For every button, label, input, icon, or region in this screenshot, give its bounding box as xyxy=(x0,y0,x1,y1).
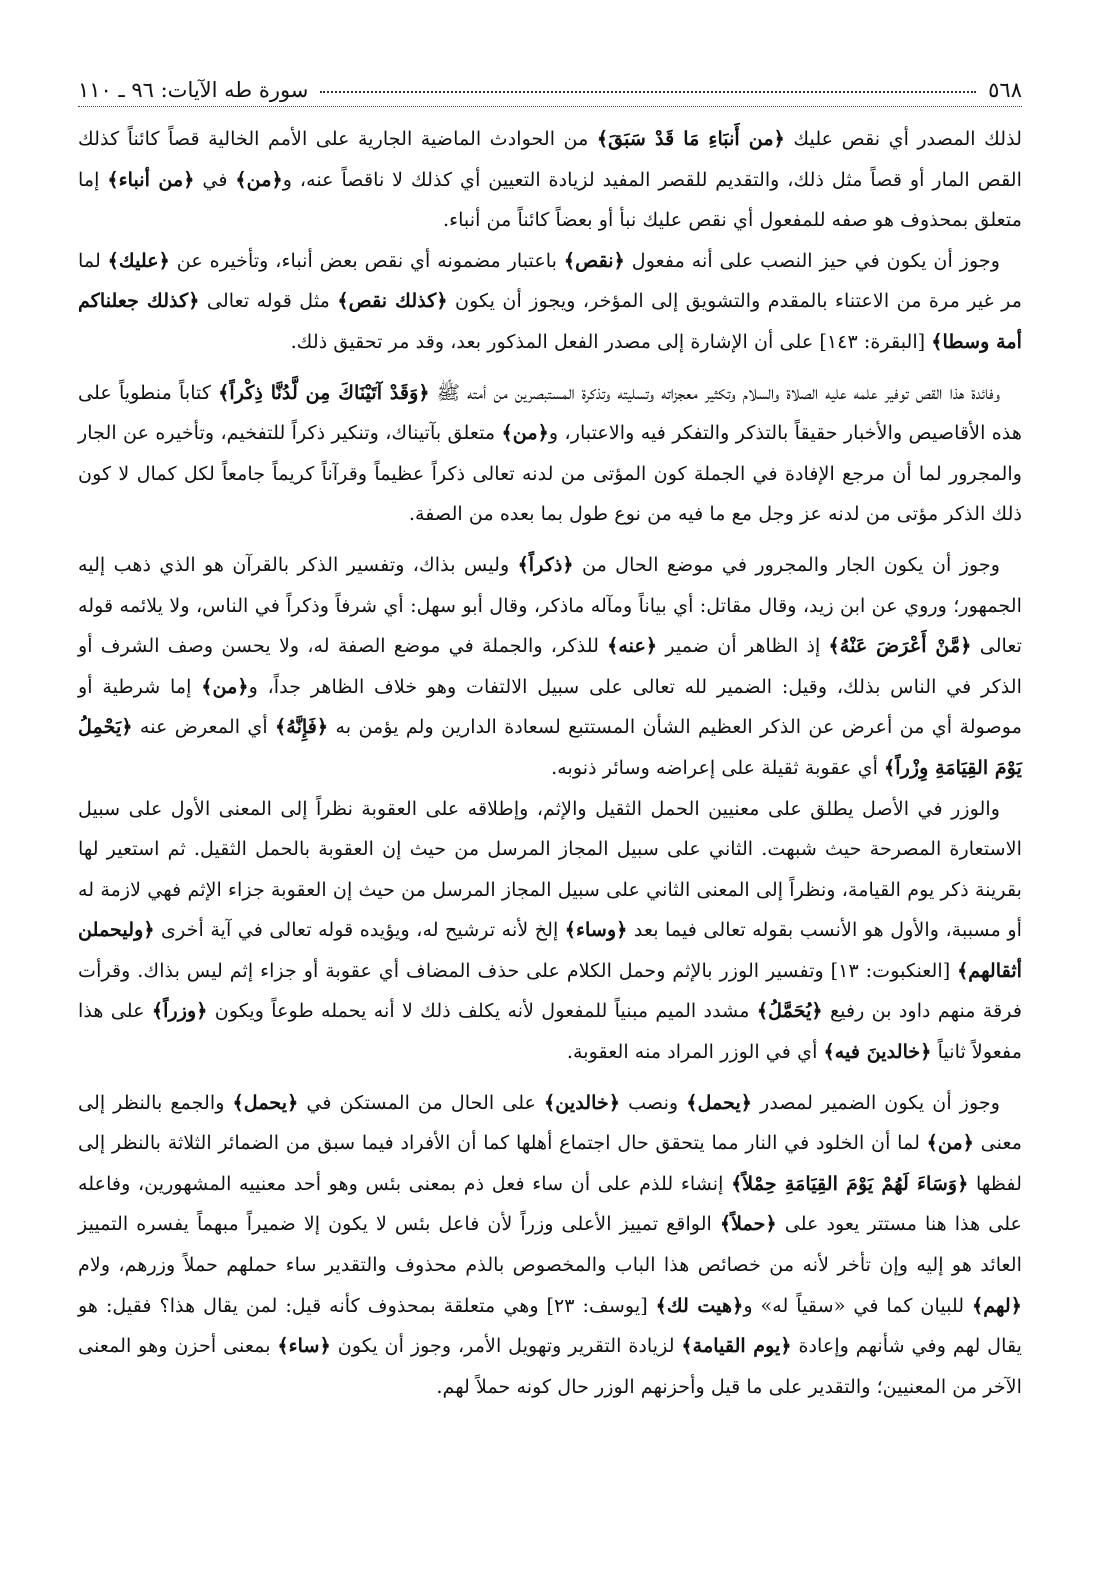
text-run: مشدد الميم مبنياً للمفعول لأنه يكلف ذلك لا أنه يحمله طوعاً ويكون xyxy=(207,999,757,1023)
text-run: إذ الظاهر أن ضمير xyxy=(657,634,829,658)
text-run: بمعنى أحزن وهو المعنى الآخر من المعنيين؛ والتقدير على ما قيل وأحزنهم الوزر حال كونه حملاً لهم. xyxy=(78,1334,1022,1398)
text-run: مثل قوله تعالى xyxy=(199,289,338,313)
text-run: من الحوادث الماضية الجارية على الأمم الخالية قصاً كائناً كذلك القص المار أو قصاً مثل ذلك، والتقديم للقصر المفيد لزيادة التعيين أي كذلك لا ناقصاً عنه، و xyxy=(78,127,1022,191)
text-run: إما متعلق بمحذوف هو صفه للمفعول أي نقص عليك نبأ أو بعضاً كائناً من أنباء. xyxy=(78,167,1022,232)
quoted-verse: ﴿من﴾ xyxy=(201,674,249,698)
text-run: وجوز أن يكون الضمير لمصدر xyxy=(752,1090,1000,1114)
paragraph xyxy=(78,1083,1022,1408)
text-run: متعلق بآتيناك، وتنكير ذكراً للتفخيم، وتأخيره عن الجار والمجرور لما أن مرجع الإفادة في الجملة كون المؤتى من لدنه تعالى ذكراً عظيماً وقرآناً كريماً جامعاً لكل كمال لا كون ذلك الذكر مؤتى من لدنه عز وجل مع ما فيه من نوع طول بما بعده من الصفة. xyxy=(78,421,1022,526)
text-run: لذلك المصدر أي نقص عليك xyxy=(784,127,1023,150)
quoted-verse: ﴿يوم القيامة﴾ xyxy=(681,1334,792,1358)
text-run: إنشاء للذم على أن ساء فعل ذم بمعنى بئس وهو أحد معنييه المشهورين، وفاعله على هذا هنا مستتر يعود على xyxy=(78,1171,1022,1236)
quoted-verse: ﴿كذلك جعلناكم أمة وسطا﴾ xyxy=(78,289,1022,353)
text-run: [العنكبوت: ١٣] وتفسير الوزر بالإثم وحمل الكلام على حذف المضاف أي عقوبة أو جزاء إثم ليس بذاك. وقرأت فرقة منهم داود بن رفيع xyxy=(78,958,1023,1023)
quoted-verse: ﴿لهم﴾ xyxy=(972,1293,1022,1317)
header-dotted-leader xyxy=(320,91,976,93)
quoted-verse: ﴿من أَنبَاءِ مَا قَدْ سَبَقَ﴾ xyxy=(596,127,785,150)
quoted-verse: ﴿خالدين﴾ xyxy=(544,1090,621,1114)
quoted-verse: ﴿من﴾ xyxy=(501,421,549,445)
quoted-verse: ﴿يحمل﴾ xyxy=(686,1090,753,1114)
text-run: وليس بذاك، وتفسير الذكر بالقرآن هو الذي ذهب إليه الجمهور؛ وروي عن ابن زيد، وقال مقاتل: أي بياناً ومآله ماذكر، وقال أبو سهل: أي شرفاً وذكراً في الناس، ولا يلائمه قوله تعالى xyxy=(78,552,1022,658)
text-run: أي المعرض عنه xyxy=(132,715,276,739)
paragraph xyxy=(78,545,1022,789)
quoted-verse: ﴿هيت لك﴾ xyxy=(655,1293,744,1317)
text-run: لما أن الخلود في النار مما يتحقق حال اجتماع أهلها كما أن الأفراد فيما سبق من الضمائر الثلاثة بالنظر إلى لفظها xyxy=(78,1131,1022,1195)
quoted-verse: ﴿وَسَاءَ لَهُمْ يَوْمَ القِيَامَةِ حِمْلاً﴾ xyxy=(731,1171,969,1195)
text-run: للذكر، والجملة في موضع الصفة له، ولا يحسن وصف الشرف أو الذكر في الناس بذلك، وقيل: الضمير لله تعالى على سبيل الالتفات وهو خلاف الظاهر جداً، و xyxy=(78,634,1022,698)
text-run: الواقع تمييز الأعلى وزراً لأن فاعل بئس لا يكون إلا ضميراً مبهماً يفسره التمييز العائد هو إليه وإن تأخر لأنه من خصائص هذا الباب والمخصوص بالذم محذوف والتقدير ساء حملهم حملاً وزرهم، ولام xyxy=(78,1212,1022,1277)
quoted-verse: ﴿وزراً﴾ xyxy=(151,999,208,1023)
text-run: وجوز أن يكون الجار والمجرور في موضع الحال من xyxy=(573,552,1000,576)
text-run: أي عقوبة ثقيلة على إعراضه وسائر ذنوبه. xyxy=(551,755,885,779)
text-run: للبيان كما في «سقياً له» و xyxy=(743,1293,973,1317)
quoted-verse: ﴿خالدينَ فيه﴾ xyxy=(823,1040,932,1064)
quoted-verse: ﴿يَحْمِلُ يَوْمَ القِيَامَةِ وِزْراً﴾ xyxy=(78,715,1022,779)
quoted-verse: ﴿فَإِنَّهُ﴾ xyxy=(275,715,329,739)
quoted-verse: ﴿من﴾ xyxy=(926,1131,974,1155)
quoted-verse: ﴿وليحملن أثقالهم﴾ xyxy=(78,918,1022,982)
quoted-verse: ﴿من أنباء﴾ xyxy=(107,167,195,191)
text-run: وفائدة هذا القص توفير علمه عليه الصلاة والسلام وتكثير معجزاته وتسليته وتذكرة المستبصرين من أمته ﷺ xyxy=(429,380,1000,404)
text-run: في xyxy=(194,167,236,191)
text-run: أي في الوزر المراد منه العقوبة. xyxy=(566,1040,824,1064)
running-title: سورة طه الآيات: ٩٦ ـ ١١٠ xyxy=(78,78,309,102)
quoted-verse: ﴿من﴾ xyxy=(235,167,283,191)
quoted-verse: ﴿حملاً﴾ xyxy=(719,1212,777,1236)
page-header xyxy=(78,78,1022,107)
text-run: باعتبار مضمونه أي نقص بعض أنباء، وتأخيره عن xyxy=(169,248,564,272)
quoted-verse: ﴿ذكراً﴾ xyxy=(517,552,574,576)
text-run: [البقرة: ١٤٣] على أن الإشارة إلى مصدر الفعل المذكور بعد، وقد مر تحقيق ذلك. xyxy=(290,329,932,353)
text-run: إما شرطية أو موصولة أي من أعرض عن الذكر العظيم الشأن المستتبع لسعادة الدارين ولم يؤمن به xyxy=(78,674,1022,739)
text-run: لزيادة التقرير وتهويل الأمر، وجوز أن يكون xyxy=(330,1334,682,1358)
quoted-verse: ﴿وساء﴾ xyxy=(564,918,628,942)
body-text xyxy=(78,119,1022,1407)
text-run: والجمع بالنظر إلى معنى xyxy=(78,1090,1023,1155)
quoted-verse: ﴿عنه﴾ xyxy=(607,634,658,658)
quoted-verse: ﴿مَّنْ أَعْرَضَ عَنْهُ﴾ xyxy=(828,634,972,658)
quoted-verse: ﴿كذلك نقص﴾ xyxy=(337,289,448,313)
paragraph xyxy=(78,789,1022,1073)
quoted-verse: ﴿يُحَمَّلُ﴾ xyxy=(756,999,823,1023)
text-run: كتاباً منطوياً على هذه الأقاصيص والأخبار حقيقاً بالتذكر والتفكر فيه والاعتبار، و xyxy=(78,380,1022,445)
text-run: على الحال من المستكن في xyxy=(298,1090,545,1114)
quoted-verse: ﴿ساء﴾ xyxy=(277,1334,331,1358)
paragraph xyxy=(78,373,1022,535)
quoted-verse: ﴿يحمل﴾ xyxy=(232,1090,299,1114)
text-run: والوزر في الأصل يطلق على معنيين الحمل الثقيل والإثم، وإطلاقه على العقوبة نظراً إلى المعنى الأول على سبيل الاستعارة المصرحة حيث شبهت. الثاني على سبيل المجاز المرسل من حيث إن العقوبة بالحمل الثقيل. ثم استعير لها بقرينة ذكر يوم القيامة، ونظراً إلى المعنى الثاني على سبيل المجاز المرسل من حيث إن العقوبة جزاء الإثم فهي لازمة له أو مسببة، والأول هو الأنسب بقوله تعالى فيما بعد xyxy=(78,796,1022,942)
quoted-verse: ﴿نقص﴾ xyxy=(563,248,625,272)
text-run: لما مر غير مرة من الاعتناء بالمقدم والتشويق إلى المؤخر، ويجوز أن يكون xyxy=(78,248,1022,313)
text-run: ونصب xyxy=(620,1090,687,1114)
page-number: ٥٦٨ xyxy=(988,78,1022,102)
text-run: [يوسف: ٢٣] وهي متعلقة بمحذوف كأنه قيل: لمن يقال هذا؟ فقيل: هو يقال لهم وفي شأنهم وإعادة xyxy=(78,1293,1022,1358)
text-run: وجوز أن يكون في حيز النصب على أنه مفعول xyxy=(624,248,1000,272)
quoted-verse: ﴿عليك﴾ xyxy=(107,248,170,272)
paragraph xyxy=(78,241,1022,363)
text-run: على هذا مفعولاً ثانياً xyxy=(78,999,1022,1064)
paragraph xyxy=(78,119,1022,241)
quoted-verse: ﴿وَقَدْ آتَيْنَاكَ مِن لَّدُنَّا ذِكْراً﴾ xyxy=(218,380,430,404)
text-run: إلخ لأنه ترشيح له، ويؤيده قوله تعالى في آية أخرى xyxy=(154,918,565,942)
